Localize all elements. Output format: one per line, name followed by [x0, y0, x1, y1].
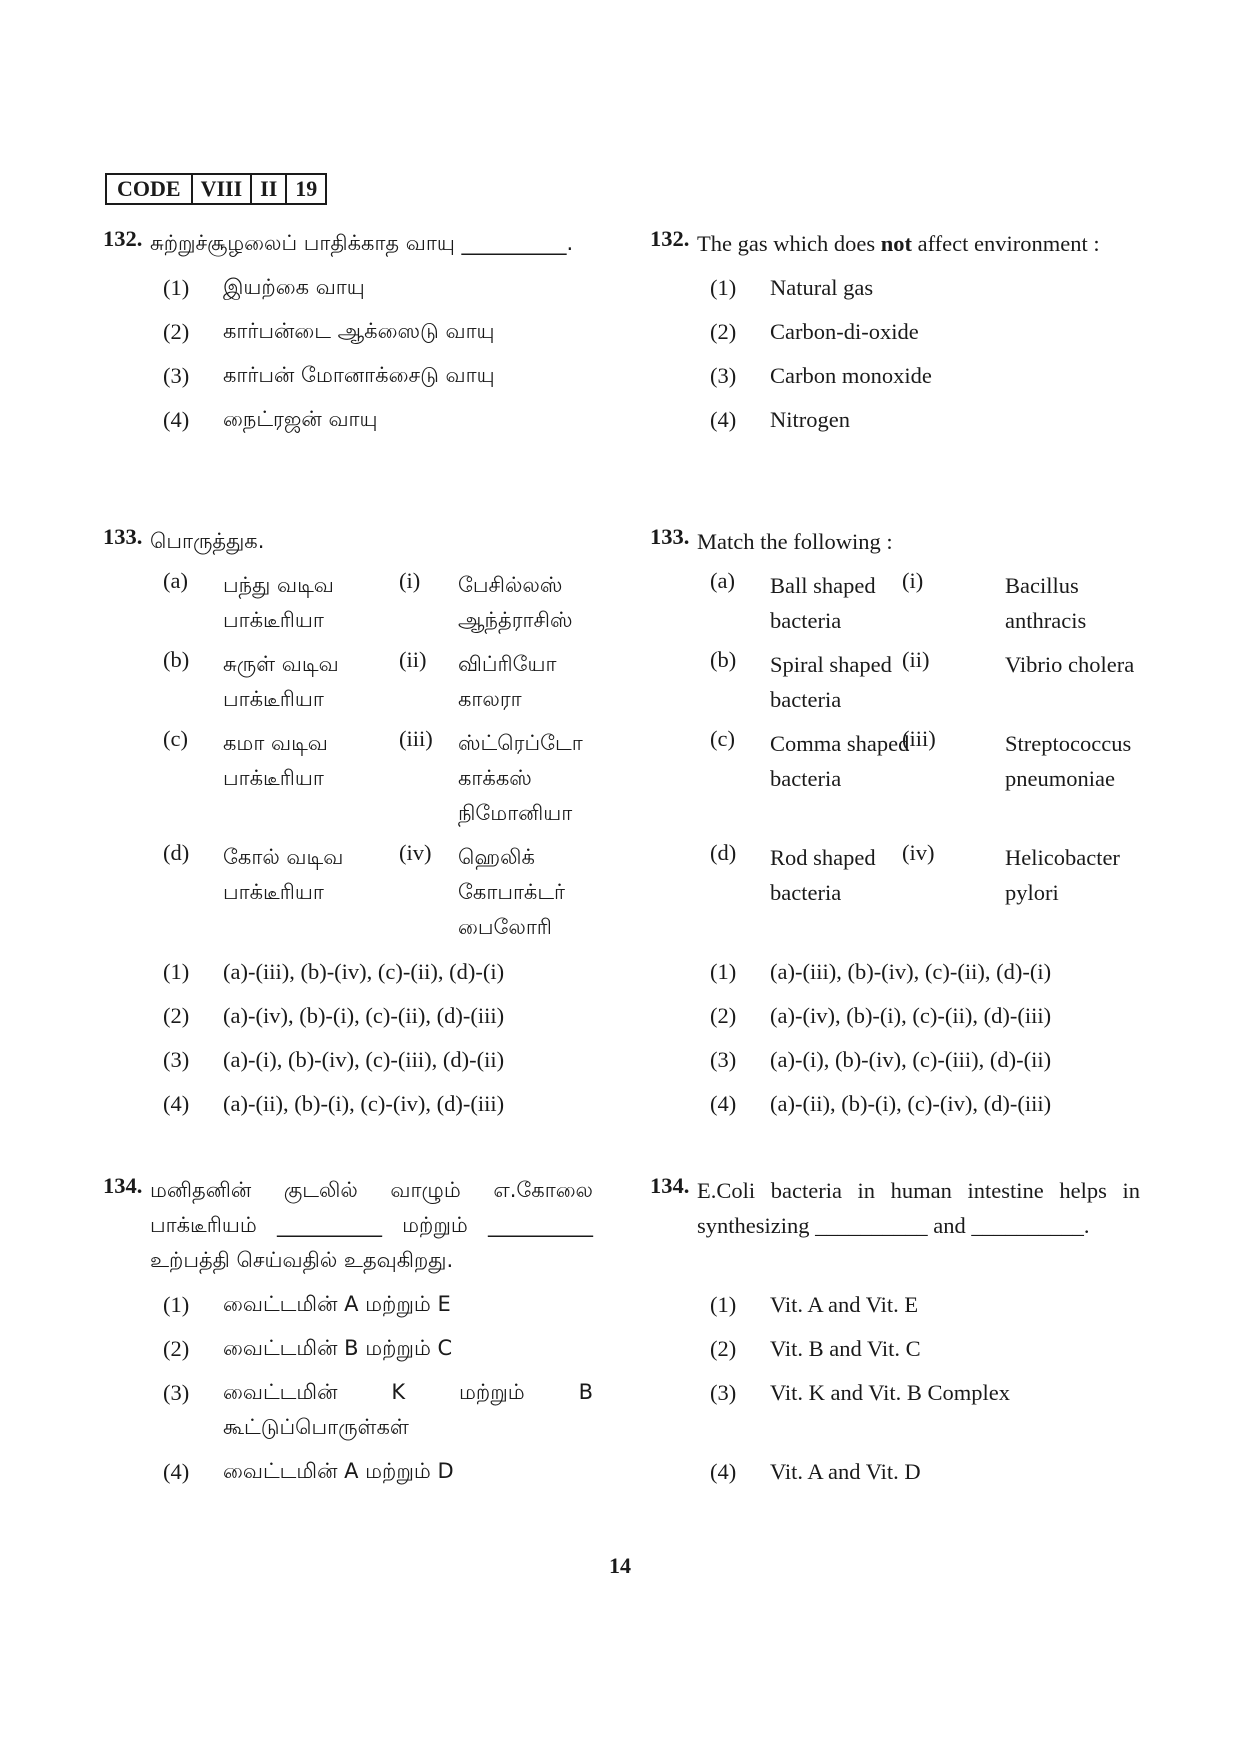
option-text: கார்பன்டை ஆக்ஸைடு வாயு [223, 319, 495, 343]
option-number: (3) [163, 363, 190, 388]
option [103, 954, 593, 998]
option-number: (3) [163, 1380, 190, 1405]
match-row [103, 726, 593, 840]
question-stem: சுற்றுச்சூழலைப் பாதிக்காத வாயு __________. [150, 231, 574, 255]
match-roman: (iii) [399, 726, 433, 751]
option-text: (a)-(iv), (b)-(i), (c)-(ii), (d)-(iii) [770, 1003, 1052, 1028]
option-text: (a)-(ii), (b)-(i), (c)-(iv), (d)-(iii) [770, 1091, 1052, 1116]
option [103, 1287, 593, 1331]
match-label: (d) [163, 840, 190, 865]
option [103, 314, 593, 358]
option-number: (2) [163, 1003, 190, 1028]
option-number: (1) [163, 1292, 190, 1317]
option-text: வைட்டமின் A மற்றும் D [223, 1459, 454, 1483]
option-text: Carbon-di-oxide [770, 319, 919, 344]
stem-text: The gas which does [697, 231, 881, 256]
match-label: (a) [163, 568, 188, 593]
option [650, 998, 1140, 1042]
option-text: (a)-(i), (b)-(iv), (c)-(iii), (d)-(ii) [770, 1047, 1052, 1072]
option-number: (4) [163, 407, 190, 432]
match-left: பந்து வடிவ பாக்டீரியா [223, 573, 334, 632]
stem-emphasis: not [880, 231, 912, 256]
option-text: (a)-(iv), (b)-(i), (c)-(ii), (d)-(iii) [223, 1003, 505, 1028]
question-number: 134. [103, 1173, 143, 1198]
page-number: 14 [609, 1553, 631, 1578]
option-number: (1) [710, 275, 737, 300]
question-133-tamil [103, 524, 593, 1130]
option-number: (3) [163, 1047, 190, 1072]
match-right: Vibrio cholera [1005, 652, 1135, 677]
option [103, 1042, 593, 1086]
code-cell-label: CODE [117, 176, 181, 201]
match-roman: (ii) [902, 647, 930, 672]
match-right: Helicobacter pylori [1005, 845, 1120, 905]
match-roman: (iii) [902, 726, 936, 751]
option-number: (3) [710, 1047, 737, 1072]
option [103, 358, 593, 402]
match-label: (b) [710, 647, 737, 672]
match-left: Spiral shaped bacteria [770, 652, 892, 712]
option-text: Natural gas [770, 275, 874, 300]
match-label: (b) [163, 647, 190, 672]
code-cell-19: 19 [285, 175, 325, 203]
question-number: 133. [103, 524, 143, 549]
match-row [103, 568, 593, 647]
match-left: சுருள் வடிவ பாக்டீரியா [223, 652, 339, 711]
option-number: (4) [710, 407, 737, 432]
question-number: 132. [103, 226, 143, 251]
option-text: வைட்டமின் A மற்றும் E [223, 1292, 451, 1316]
option-text: Vit. B and Vit. C [770, 1336, 921, 1361]
option-number: (4) [163, 1091, 190, 1116]
match-left: Ball shaped bacteria [770, 573, 876, 633]
option-number: (2) [163, 319, 190, 344]
match-left: கமா வடிவ பாக்டீரியா [223, 731, 328, 790]
option [650, 1331, 1140, 1375]
option [103, 402, 593, 446]
match-row [650, 840, 1140, 954]
option-number: (1) [710, 1292, 737, 1317]
option-number: (2) [710, 1003, 737, 1028]
option-text: Vit. K and Vit. B Complex [770, 1380, 1011, 1405]
stem-text: affect environment : [911, 231, 1100, 256]
option-number: (3) [710, 1380, 737, 1405]
option-number: (1) [710, 959, 737, 984]
option [650, 402, 1140, 446]
option-number: (4) [163, 1459, 190, 1484]
match-left: கோல் வடிவ பாக்டீரியா [223, 845, 344, 904]
option [650, 270, 1140, 314]
question-number: 132. [650, 226, 690, 251]
option [650, 358, 1140, 402]
option [650, 1042, 1140, 1086]
option-text: இயற்கை வாயு [223, 275, 365, 299]
option [103, 1086, 593, 1130]
option-text: வைட்டமின் K மற்றும் B கூட்டுப்பொருள்கள் [223, 1380, 593, 1439]
match-roman: (iv) [399, 840, 432, 865]
match-right: Bacillus anthracis [1005, 573, 1087, 633]
match-row [650, 726, 1140, 840]
match-label: (c) [710, 726, 735, 751]
option [103, 1375, 593, 1454]
option-number: (2) [710, 319, 737, 344]
match-row [103, 647, 593, 726]
option-number: (4) [710, 1459, 737, 1484]
option-text: (a)-(i), (b)-(iv), (c)-(iii), (d)-(ii) [223, 1047, 505, 1072]
option-text: நைட்ரஜன் வாயு [223, 407, 378, 431]
option [650, 1287, 1140, 1331]
code-cell-ii: II [250, 175, 285, 203]
option [103, 998, 593, 1042]
match-right: பேசில்லஸ் ஆந்த்ராசிஸ் [458, 573, 573, 632]
match-row [650, 647, 1140, 726]
match-right: Streptococcus pneumoniae [1005, 731, 1132, 791]
option-text: (a)-(ii), (b)-(i), (c)-(iv), (d)-(iii) [223, 1091, 505, 1116]
option-number: (1) [163, 959, 190, 984]
option [650, 1375, 1140, 1454]
option [650, 314, 1140, 358]
option [103, 1331, 593, 1375]
option-text: கார்பன் மோனாக்சைடு வாயு [223, 363, 495, 387]
question-stem: பொருத்துக. [150, 529, 265, 553]
question-134-tamil [103, 1173, 593, 1498]
match-right: ஹெலிக் கோபாக்டர் பைலோரி [458, 845, 566, 939]
question-132-english [650, 226, 1140, 446]
code-cell-viii: VIII [191, 175, 251, 203]
option-text: Nitrogen [770, 407, 850, 432]
question-132-tamil [103, 226, 593, 446]
match-roman: (i) [902, 568, 924, 593]
option-text: (a)-(iii), (b)-(iv), (c)-(ii), (d)-(i) [223, 959, 505, 984]
match-label: (d) [710, 840, 737, 865]
option-number: (3) [710, 363, 737, 388]
option [650, 954, 1140, 998]
option-number: (4) [710, 1091, 737, 1116]
match-roman: (i) [399, 568, 421, 593]
question-stem: Match the following : [697, 529, 893, 554]
option [103, 1454, 593, 1498]
match-left: Rod shaped bacteria [770, 845, 876, 905]
option-number: (2) [710, 1336, 737, 1361]
option [650, 1454, 1140, 1498]
question-number: 134. [650, 1173, 690, 1198]
option-number: (2) [163, 1336, 190, 1361]
match-left: Comma shaped bacteria [770, 731, 910, 791]
question-134-english [650, 1173, 1140, 1498]
option-text: Vit. A and Vit. D [770, 1459, 921, 1484]
question-stem [697, 226, 1140, 261]
question-stem: மனிதனின் குடலில் வாழும் எ.கோலை பாக்டீரியம் __________ மற்றும் __________ உற்பத்தி செய்வதில் உதவுகிறது. [150, 1178, 593, 1272]
option-text: (a)-(iii), (b)-(iv), (c)-(ii), (d)-(i) [770, 959, 1052, 984]
question-number: 133. [650, 524, 690, 549]
question-stem: E.Coli bacteria in human intestine helps in synthesizing __________ and __________. [697, 1178, 1140, 1238]
option-text: Vit. A and Vit. E [770, 1292, 919, 1317]
match-row [650, 568, 1140, 647]
match-label: (c) [163, 726, 188, 751]
match-row [103, 840, 593, 954]
option-text: Carbon monoxide [770, 363, 932, 388]
match-right: ஸ்ட்ரெப்டோ காக்கஸ் நிமோனியா [458, 731, 583, 825]
match-label: (a) [710, 568, 735, 593]
option-number: (1) [163, 275, 190, 300]
match-roman: (ii) [399, 647, 427, 672]
option [103, 270, 593, 314]
match-right: விப்ரியோ காலரா [458, 652, 557, 711]
match-roman: (iv) [902, 840, 935, 865]
option-text: வைட்டமின் B மற்றும் C [223, 1336, 453, 1360]
option [650, 1086, 1140, 1130]
code-box [105, 173, 327, 205]
question-133-english [650, 524, 1140, 1130]
